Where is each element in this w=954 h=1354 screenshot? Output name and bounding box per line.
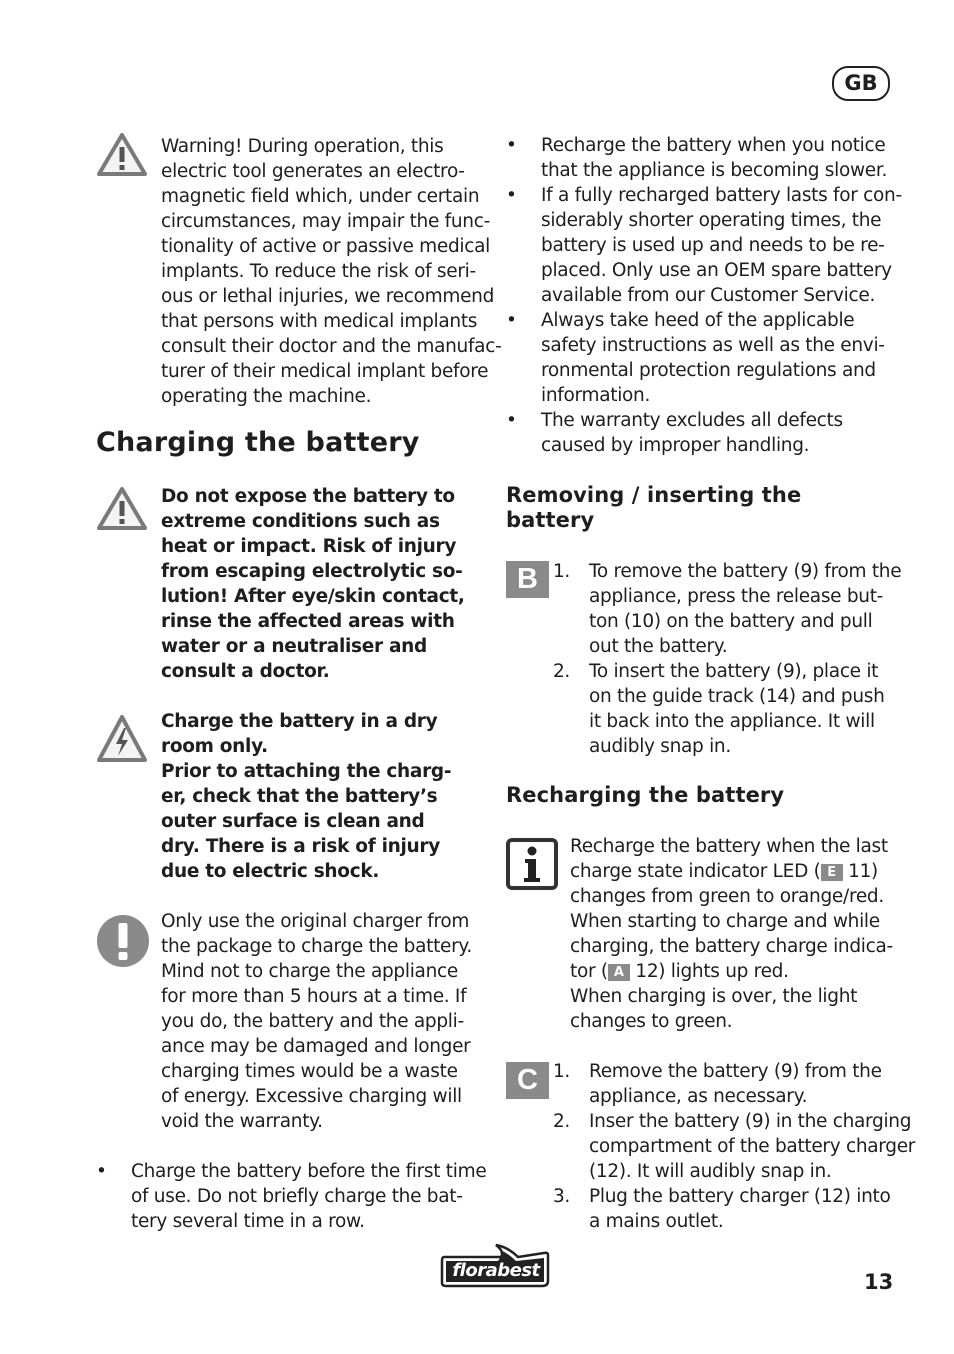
step-number: 2. — [552, 661, 570, 682]
section-heading-recharging: Recharging the battery — [506, 783, 785, 807]
bullet-safety-instructions: Always take heed of the applicable safety instructions as well as the envi- ronmental protection regulations and information. — [541, 310, 885, 406]
bullet-battery-used-up: If a fully recharged battery lasts for con- siderably shorter operating times, the battery is used up and needs to be re- placed. Only use an OEM spare battery available from our Customer Service. — [541, 185, 902, 306]
warning-dry-text: Charge the battery in a dry room only. Prior to attaching the charg- er, check that the battery’s outer surface is clean and dry. There is a risk of injury due to electric shock. — [161, 711, 452, 882]
step-number: 3. — [552, 1186, 570, 1207]
step-insert-into-charger: Inser the battery (9) in the charging compartment of the battery charger (12). It will audibly snap in. — [589, 1111, 916, 1182]
notice-exclamation-icon — [96, 914, 150, 972]
bullet-dot: • — [506, 135, 517, 156]
info-icon — [506, 838, 558, 894]
figure-e-badge: E — [821, 864, 843, 881]
florabest-logo: florabest — [438, 1243, 552, 1289]
bullet-dot: • — [506, 410, 517, 431]
language-badge: GB — [832, 66, 890, 101]
section-heading-charging: Charging the battery — [96, 427, 420, 458]
page-number: 13 — [864, 1270, 894, 1294]
bullet-dot: • — [506, 310, 517, 331]
bullet-warranty: The warranty excludes all defects caused by improper handling. — [541, 410, 843, 456]
info-led-text: Recharge the battery when the last charge state indicator LED ( E 11) changes from green to orange/red. When starting to charge and while charging, the battery charge indica- tor ( A 12) lights up red. When charging is over, the light changes to green. — [570, 836, 893, 1032]
warning-triangle-icon — [96, 486, 148, 535]
warning-triangle-icon — [96, 132, 148, 181]
step-remove-battery: To remove the battery (9) from the appliance, press the release but- ton (10) on the battery and pull out the battery. — [589, 561, 902, 657]
bullet-recharge-slower: Recharge the battery when you notice that the appliance is becoming slower. — [541, 135, 888, 181]
electric-shock-warning-icon — [96, 714, 148, 768]
step-remove-as-necessary: Remove the battery (9) from the appliance, as necessary. — [589, 1061, 882, 1107]
section-heading-removing: Removing / inserting the battery — [506, 483, 802, 532]
step-number: 1. — [552, 1061, 570, 1082]
bullet-first-charge-text: Charge the battery before the first time of use. Do not briefly charge the bat- tery several time in a row. — [131, 1161, 487, 1232]
step-plug-charger: Plug the battery charger (12) into a mains outlet. — [589, 1186, 891, 1232]
bullet-dot: • — [506, 185, 517, 206]
figure-c-badge: C — [506, 1062, 549, 1099]
warning-emf-text: Warning! During operation, this electric tool generates an electro- magnetic field which, under certain circumstances, may impair the func- tionality of active or passive medical implants. To reduce the risk of seri- ous or lethal injuries, we recommend that persons with medical implants consult their doctor and the manufac- turer of their medical implant before operating the machine. — [161, 136, 502, 407]
figure-b-badge: B — [506, 561, 549, 598]
warning-exposure-text: Do not expose the battery to extreme conditions such as heat or impact. Risk of injury from escaping electrolytic so- lution! After eye/skin contact, rinse the affected areas with water or a neutraliser and consult a doctor. — [161, 486, 465, 682]
step-insert-battery: To insert the battery (9), place it on the guide track (14) and push it back into the appliance. It will audibly snap in. — [589, 661, 885, 757]
step-number: 2. — [552, 1111, 570, 1132]
figure-a-badge: A — [608, 964, 630, 981]
step-number: 1. — [552, 561, 570, 582]
notice-charger-text: Only use the original charger from the package to charge the battery. Mind not to charge the appliance for more than 5 hours at a time. If you do, the battery and the appli- ance may be damaged and longer charging times would be a waste of energy. Excessive charging will void the warranty. — [161, 911, 473, 1132]
bullet-dot: • — [96, 1161, 107, 1182]
